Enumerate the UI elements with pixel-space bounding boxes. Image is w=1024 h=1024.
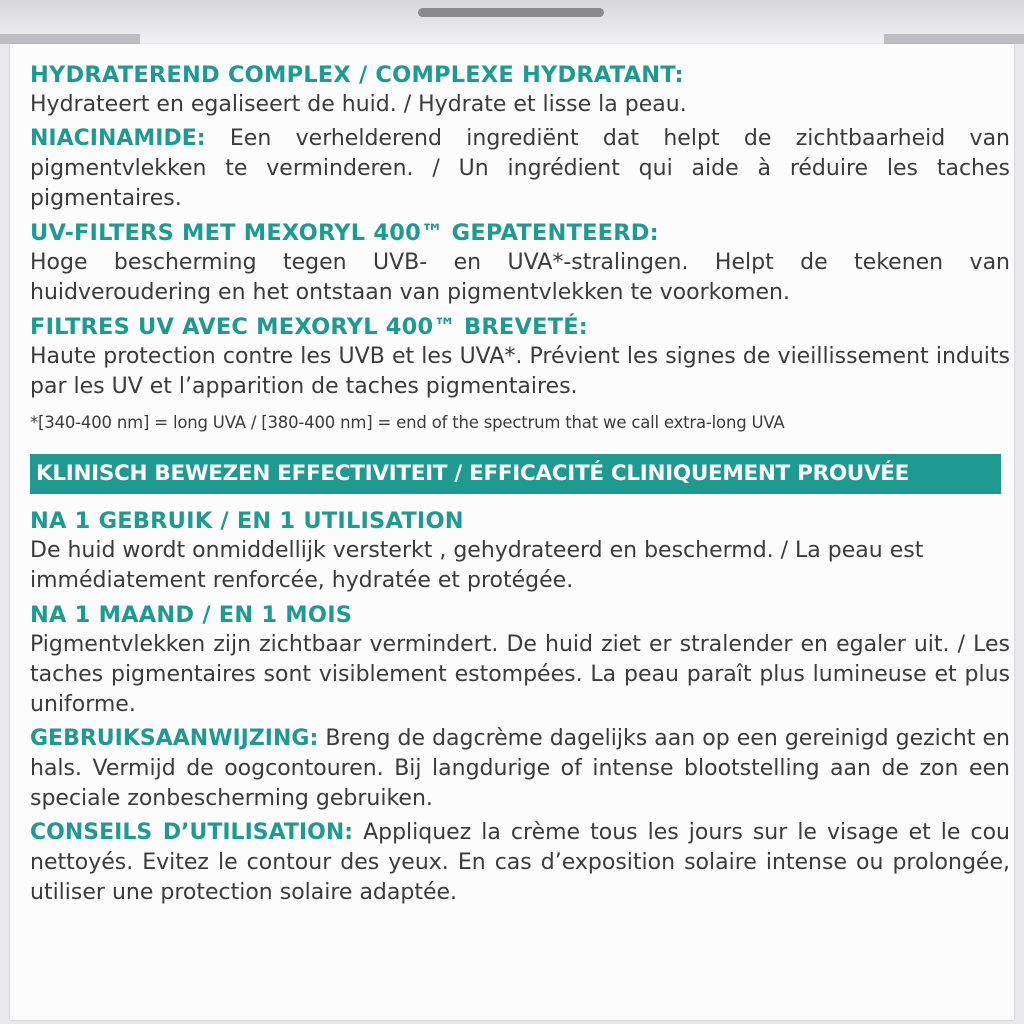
one-month-heading: NA 1 MAAND / EN 1 MOIS	[30, 602, 353, 628]
niacinamide-text: Een verhelderend ingrediënt dat helpt de zichtbaarheid van pigmentvlekken te verminderen. / Un ingrédient qui aide à réduire les taches pigmentaires.	[30, 126, 1010, 211]
usage-nl-heading: GEBRUIKSAANWIJZING:	[30, 726, 319, 751]
clinical-banner: KLINISCH BEWEZEN EFFECTIVITEIT / EFFICACITÉ CLINIQUEMENT PROUVÉE	[30, 454, 1001, 494]
usage-nl-text: Breng de dagcrème dagelijks aan op een gereinigd gezicht en hals. Vermijd de oogcontouren. Bij langdurige of intense blootstelling aan de zon een speciale zonbescherming gebruiken.	[30, 726, 1010, 811]
packaging-panel	[10, 44, 1014, 1020]
usage-fr-heading: CONSEILS D’UTILISATION:	[30, 820, 354, 845]
box-top-flap	[0, 0, 1024, 44]
one-month-text: Pigmentvlekken zijn zichtbaar vermindert. De huid ziet er stralender en egaler uit. / Les taches pigmentaires sont visiblement estompées. La peau paraît plus lumineuse et plus uniforme.	[30, 632, 1010, 717]
one-use-text: De huid wordt onmiddellijk versterkt , gehydrateerd en beschermd. / La peau est immédiatement renforcée, hydratée et protégée.	[30, 538, 924, 593]
hydrating-heading: HYDRATEREND COMPLEX / COMPLEXE HYDRATANT:	[30, 62, 684, 88]
uv-nl-heading: UV-FILTERS MET MEXORYL 400™ GEPATENTEERD:	[30, 220, 659, 246]
usage-fr-text: Appliquez la crème tous les jours sur le visage et le cou nettoyés. Evitez le contour des yeux. En cas d’exposition solaire intense ou prolongée, utiliser une protection solaire adaptée.	[30, 820, 1010, 905]
uv-nl-text: Hoge bescherming tegen UVB- en UVA*-stralingen. Helpt de tekenen van huidveroudering en het ontstaan van pigmentvlekken te voorkomen.	[30, 250, 1010, 305]
box-corner-left	[0, 34, 140, 44]
box-top-notch	[418, 8, 604, 17]
hydrating-text: Hydrateert en egaliseert de huid. / Hydrate et lisse la peau.	[30, 92, 687, 117]
niacinamide-heading: NIACINAMIDE:	[30, 126, 206, 151]
usage-nl-block	[30, 724, 1010, 814]
one-use-heading: NA 1 GEBRUIK / EN 1 UTILISATION	[30, 508, 464, 534]
uva-footnote: *[340-400 nm] = long UVA / [380-400 nm] = end of the spectrum that we call extra-long UVA	[30, 413, 785, 432]
uv-fr-text: Haute protection contre les UVB et les UVA*. Prévient les signes de vieillissement induits par les UV et l’apparition de taches pigmentaires.	[30, 344, 1010, 399]
uv-fr-heading: FILTRES UV AVEC MEXORYL 400™ BREVETÉ:	[30, 314, 589, 340]
label-content	[30, 60, 1010, 908]
niacinamide-block	[30, 124, 1010, 214]
box-corner-right	[884, 34, 1024, 44]
usage-fr-block	[30, 818, 1010, 908]
